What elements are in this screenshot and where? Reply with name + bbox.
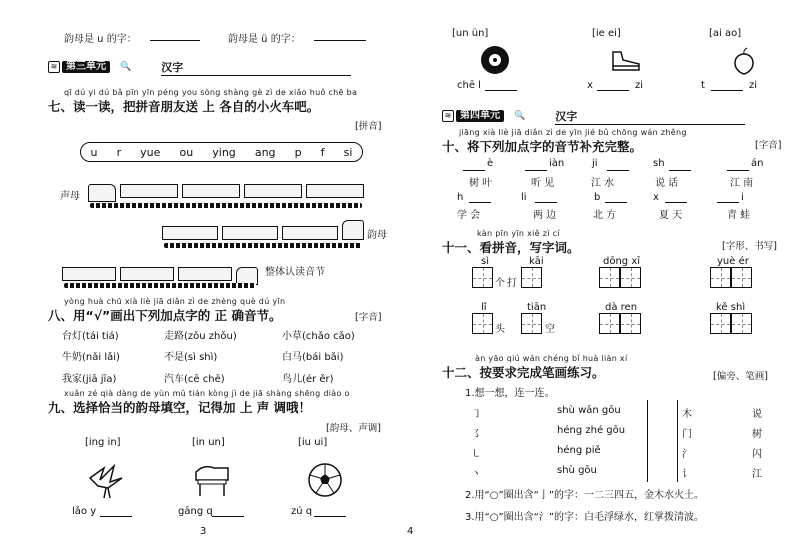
writing-grid-cell[interactable] <box>620 267 641 288</box>
q8-item[interactable]: 小草(chǎo cǎo) <box>282 331 355 342</box>
q10-blank[interactable] <box>525 170 547 171</box>
bead[interactable]: yue <box>140 145 161 159</box>
q10-syllable: i <box>741 192 744 203</box>
q11-char: 空 <box>545 324 555 335</box>
q12-tag: [偏旁、笔画] <box>713 371 768 382</box>
q10-syllable: b <box>594 192 601 203</box>
q10-blank[interactable] <box>727 170 749 171</box>
q10-pinyin: jiāng xià liè jiā diǎn zì de yīn jié bǔ chōng wán zhěng <box>459 128 687 137</box>
q7-title: 七、读一读，把拼音朋友送 上 各自的小火车吧。 <box>48 99 320 114</box>
q8-item[interactable]: 汽车(cē chē) <box>164 374 225 385</box>
top-option: [un ün] <box>452 28 489 39</box>
radical[interactable]: 氵 <box>682 449 692 460</box>
q10-syllable: li <box>521 192 527 203</box>
bead[interactable]: r <box>116 145 122 159</box>
q8-item[interactable]: 白马(bái bǎi) <box>282 352 344 363</box>
q9-option: [in un] <box>192 437 225 448</box>
q10-words: 树 叶 <box>469 178 493 189</box>
q11-pinyin-cell: kāi <box>529 256 544 267</box>
q10-words: 北 方 <box>593 210 617 221</box>
stroke-name[interactable]: shù gōu <box>557 465 597 476</box>
q8-title: 八、用“√”画出下列加点字的 正 确音节。 <box>48 308 282 323</box>
q10-syllable: ji <box>592 158 598 169</box>
q11-pinyin-cell: dà ren <box>605 302 638 313</box>
bead[interactable]: ying <box>212 145 236 159</box>
q10-syllable: án <box>751 158 764 169</box>
q11-pinyin-cell: tiān <box>527 302 547 313</box>
q12-sub3: 3.用“○”圈出含“氵”的字：白毛浮绿水，红掌拨清波。 <box>465 512 704 523</box>
writing-grid-cell[interactable] <box>731 313 752 334</box>
q10-words: 青 蛙 <box>727 210 751 221</box>
q10-words: 江 水 <box>591 178 615 189</box>
unit4-title: 汉字 <box>555 108 745 125</box>
q10-title: 十、将下列加点字的音节补充完整。 <box>442 139 643 154</box>
q9-answer-label: gāng q <box>178 506 213 517</box>
writing-grid-cell[interactable] <box>521 313 542 334</box>
q9-blank[interactable] <box>314 516 346 517</box>
bead[interactable]: ou <box>179 145 194 159</box>
unit3-badge: 第三单元 <box>62 61 110 73</box>
wifi-icon: ≋ <box>442 110 454 122</box>
stroke-name[interactable]: héng zhé gōu <box>557 425 626 436</box>
radical[interactable]: 讠 <box>682 469 692 480</box>
bead[interactable]: ang <box>254 145 276 159</box>
soccer-ball-icon <box>307 462 343 498</box>
q10-words: 两 边 <box>533 210 557 221</box>
writing-grid-cell[interactable] <box>472 267 493 288</box>
q9-answer-label: zú q <box>291 506 313 517</box>
q9-option: [iu ui] <box>298 437 328 448</box>
writing-grid-cell[interactable] <box>599 267 620 288</box>
q10-syllable: sh <box>653 158 665 169</box>
fill-u-blank[interactable] <box>150 40 200 41</box>
train-initials-label: 声母 <box>60 191 80 202</box>
q8-item[interactable]: 牛奶(nǎi lǎi) <box>62 352 120 363</box>
q7-tag: [拼音] <box>355 121 382 132</box>
train-whole-syllables-label: 整体认读音节 <box>265 267 325 278</box>
top-answer-label: x <box>587 80 593 91</box>
top-option: [ie ei] <box>592 28 621 39</box>
right-page <box>397 0 794 550</box>
q10-blank[interactable] <box>717 202 739 203</box>
fill-v-blank[interactable] <box>314 40 366 41</box>
q11-title: 十一、看拼音，写字词。 <box>442 240 580 255</box>
q8-item[interactable]: 台灯(tái tiá) <box>62 331 119 342</box>
top-answer-label: zi <box>635 80 644 91</box>
q10-words: 说 话 <box>655 178 679 189</box>
q10-words: 夏 天 <box>659 210 683 221</box>
q11-pinyin-cell: sì <box>481 256 489 267</box>
q10-blank[interactable] <box>669 170 691 171</box>
top-answer-label: t <box>701 80 705 91</box>
top-blank[interactable] <box>711 90 743 91</box>
stroke-glyph[interactable]: ㇌ <box>471 429 481 440</box>
divider <box>647 400 648 482</box>
q10-syllable: è <box>487 158 494 169</box>
q9-tag: [韵母、声调] <box>326 423 381 434</box>
q8-tag: [字音] <box>355 312 382 323</box>
match-char[interactable]: 江 <box>752 469 762 480</box>
stroke-name[interactable]: héng piě <box>557 445 601 456</box>
stroke-name[interactable]: shù wān gōu <box>557 405 621 416</box>
q11-pinyin-cell: dōng xī <box>603 256 641 267</box>
bead[interactable]: f <box>320 145 325 159</box>
unit4-badge: 第四单元 <box>456 110 504 122</box>
unit4-bar <box>442 109 782 123</box>
q7-pinyin: qī dú yi dú bǎ pīn yīn péng you sòng shàng gè zì de xiǎo huǒ chē ba <box>64 88 358 97</box>
q11-pinyin-cell: kě shì <box>716 302 746 313</box>
wifi-icon: ≋ <box>48 61 60 73</box>
q9-option: [ing in] <box>85 437 121 448</box>
q10-syllable: iàn <box>549 158 565 169</box>
writing-grid-cell[interactable] <box>620 313 641 334</box>
q9-title: 九、选择恰当的韵母填空，记得加 上 声 调哦！ <box>48 400 312 415</box>
q10-blank[interactable] <box>607 170 629 171</box>
q9-pinyin: xuǎn zé qià dàng de yùn mǔ tián kòng jì de jiā shàng shēng diào o <box>64 389 350 398</box>
unit3-bar <box>48 60 388 74</box>
q10-blank[interactable] <box>469 202 491 203</box>
stroke-glyph[interactable]: 丶 <box>471 469 481 480</box>
train-finals-label: 韵母 <box>367 230 387 241</box>
divider <box>677 400 678 482</box>
match-char[interactable]: 说 <box>752 409 762 420</box>
page-number: 3 <box>200 526 207 537</box>
q9-blank[interactable] <box>212 516 244 517</box>
bead[interactable]: si <box>343 145 353 159</box>
top-answer-label: zi <box>749 80 758 91</box>
writing-grid-cell[interactable] <box>472 313 493 334</box>
page-number: 4 <box>407 526 414 537</box>
q11-tag: [字形、书写] <box>722 241 777 252</box>
wheel-icon <box>479 44 511 76</box>
q12-sub2: 2.用“○”圈出含“亅”的字：一二三四五，金木水火土。 <box>465 490 704 501</box>
fill-v-label: 韵母是 ü 的字： <box>228 34 301 45</box>
q8-pinyin: yòng huà chū xià liè jiā diǎn zì de zhèng què dú yīn <box>64 297 286 306</box>
writing-grid-cell[interactable] <box>710 267 731 288</box>
q8-item[interactable]: 鸟儿(ér ěr) <box>282 374 334 385</box>
stroke-glyph[interactable]: ㇆ <box>471 409 481 420</box>
q8-item[interactable]: 走路(zǒu zhǒu) <box>164 331 237 342</box>
writing-grid-cell[interactable] <box>521 267 542 288</box>
q10-blank[interactable] <box>605 202 627 203</box>
q10-words: 学 会 <box>457 210 481 221</box>
radical[interactable]: 木 <box>682 409 692 420</box>
q11-char: 打 <box>507 278 517 289</box>
q9-answer-label: lǎo y <box>72 506 97 517</box>
top-answer-label: chē l <box>457 80 481 91</box>
unit3-title: 汉字 <box>161 59 351 76</box>
fill-u-label: 韵母是 u 的字： <box>64 34 137 45</box>
writing-grid-cell[interactable] <box>731 267 752 288</box>
q11-char: 个 <box>495 278 505 289</box>
q8-item[interactable]: 不是(sì shì) <box>164 352 218 363</box>
q10-words: 江 南 <box>730 178 754 189</box>
q10-syllable: h <box>457 192 464 203</box>
q12-pinyin: àn yāo qiú wán chéng bǐ huà liàn xí <box>475 354 628 363</box>
search-icon: 🔍 <box>514 111 526 121</box>
top-option: [ai ao] <box>709 28 742 39</box>
top-blank[interactable] <box>597 90 629 91</box>
q10-words: 听 见 <box>531 178 555 189</box>
search-icon: 🔍 <box>120 62 132 72</box>
q10-tag: [字音] <box>755 140 782 151</box>
writing-grid-cell[interactable] <box>710 313 731 334</box>
q10-syllable: x <box>653 192 659 203</box>
q11-pinyin: kàn pīn yīn xiě zì cí <box>477 229 560 238</box>
match-char[interactable]: 闪 <box>752 449 762 460</box>
peach-icon <box>729 46 759 76</box>
bead[interactable]: p <box>294 145 302 159</box>
q8-item[interactable]: 我家(jiā jīa) <box>62 374 117 385</box>
radical[interactable]: 门 <box>682 429 692 440</box>
q11-char: 头 <box>495 324 505 335</box>
piano-icon <box>192 462 234 498</box>
q11-pinyin-cell: lǐ <box>481 302 487 313</box>
shoe-icon <box>609 46 643 74</box>
q9-blank[interactable] <box>100 516 132 517</box>
q12-title: 十二、按要求完成笔画练习。 <box>442 365 605 380</box>
bird-icon <box>86 460 126 500</box>
q12-sub1: 1.想一想，连一连。 <box>465 388 555 399</box>
top-blank[interactable] <box>485 90 517 91</box>
q11-pinyin-cell: yuè ér <box>717 256 749 267</box>
q10-blank[interactable] <box>665 202 687 203</box>
writing-grid-cell[interactable] <box>599 313 620 334</box>
stroke-glyph[interactable]: ㇄ <box>471 449 481 460</box>
q10-blank[interactable] <box>463 170 485 171</box>
q10-blank[interactable] <box>535 202 557 203</box>
pinyin-bead-strip <box>80 142 363 162</box>
match-char[interactable]: 树 <box>752 429 762 440</box>
bead[interactable]: u <box>90 145 98 159</box>
